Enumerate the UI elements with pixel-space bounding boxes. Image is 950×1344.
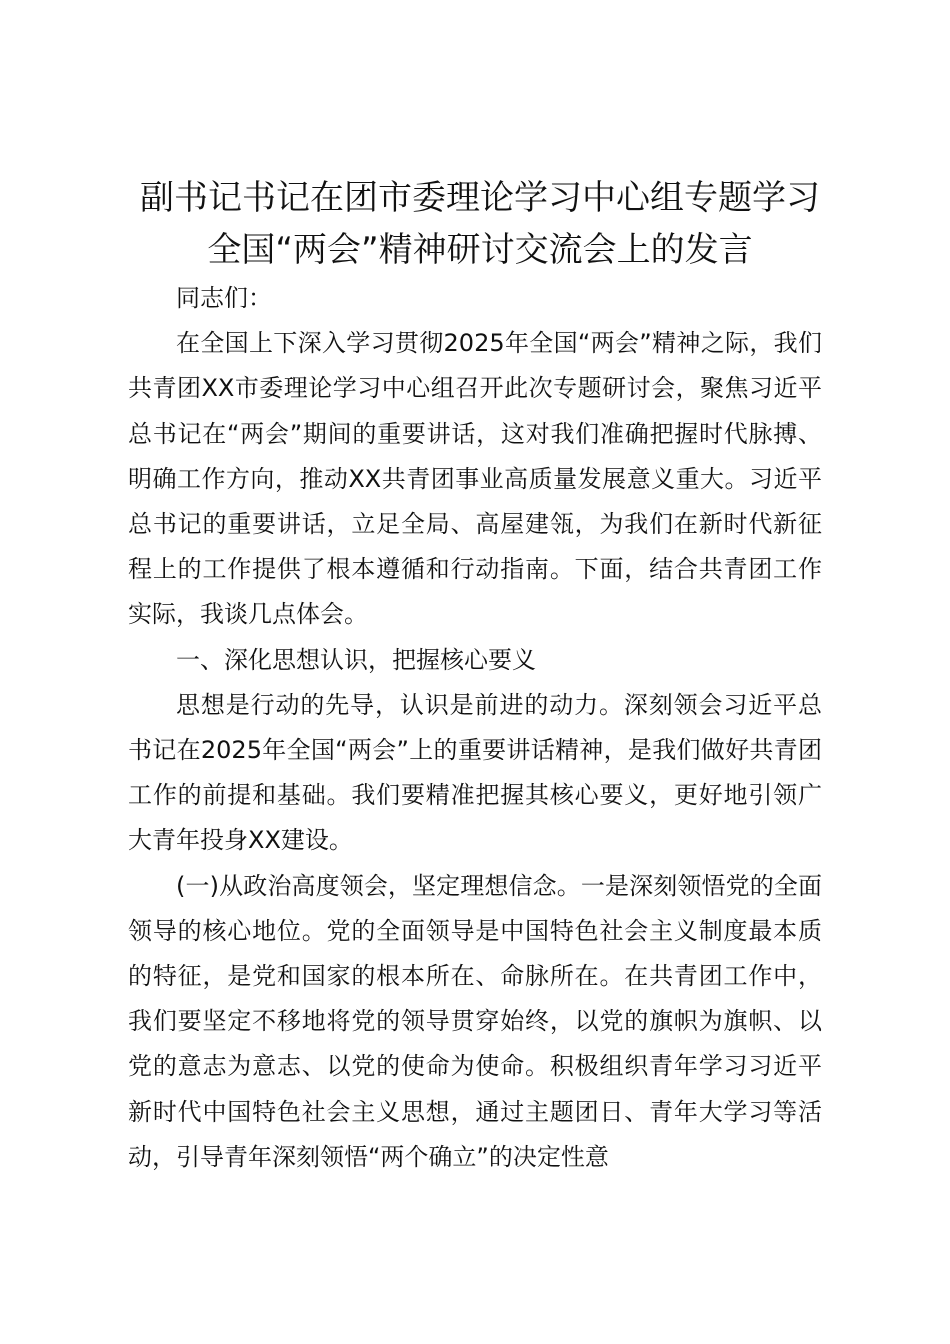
- title-line-1: 副书记书记在团市委理论学习中心组专题学习: [140, 178, 820, 218]
- document-title: [110, 172, 850, 276]
- paragraph-section-1: 思想是行动的先导，认识是前进的动力。深刻领会习近平总书记在2025年全国“两会”上的重要讲话精神，是我们做好共青团工作的前提和基础。我们要精准把握其核心要义，更好地引领广大青年投身XX建设。: [128, 690, 822, 855]
- title-line-2: 全国“两会”精神研讨交流会上的发言: [207, 230, 753, 270]
- document-body: [128, 276, 822, 1180]
- paragraph-intro: 在全国上下深入学习贯彻2025年全国“两会”精神之际，我们共青团XX市委理论学习中心组召开此次专题研讨会，聚焦习近平总书记在“两会”期间的重要讲话，这对我们准确把握时代脉搏、明确工作方向，推动XX共青团事业高质量发展意义重大。习近平总书记的重要讲话，立足全局、高屋建瓴，为我们在新时代新征程上的工作提供了根本遵循和行动指南。下面，结合共青团工作实际，我谈几点体会。: [128, 329, 822, 629]
- paragraph-subsection-1: (一)从政治高度领会，坚定理想信念。一是深刻领悟党的全面领导的核心地位。党的全面领导是中国特色社会主义制度最本质的特征，是党和国家的根本所在、命脉所在。在共青团工作中，我们要坚定不移地将党的领导贯穿始终，以党的旗帜为旗帜、以党的意志为意志、以党的使命为使命。积极组织青年学习习近平新时代中国特色社会主义思想，通过主题团日、青年大学习等活动，引导青年深刻领悟“两个确立”的决定性意: [128, 871, 822, 1171]
- greeting: 同志们：: [176, 284, 272, 312]
- section-heading-1: 一、深化思想认识，把握核心要义: [176, 645, 536, 674]
